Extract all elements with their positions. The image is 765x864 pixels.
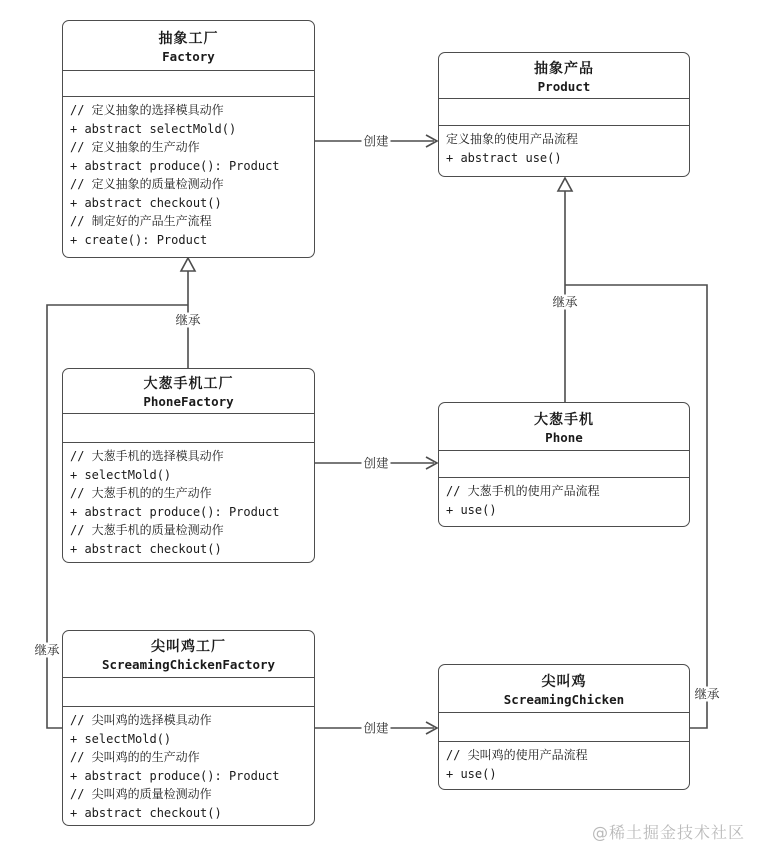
member-line: + abstract produce(): Product xyxy=(70,158,280,173)
class-box-phone xyxy=(438,402,690,527)
attributes-compartment xyxy=(439,450,689,478)
member-line: + abstract produce(): Product xyxy=(70,504,280,519)
member-line: + abstract checkout() xyxy=(70,541,222,556)
member-line: + abstract checkout() xyxy=(70,195,222,210)
methods-compartment xyxy=(63,443,314,562)
attributes-compartment xyxy=(63,413,314,443)
class-title-en: Product xyxy=(537,78,591,94)
class-title-cn: 抽象产品 xyxy=(534,60,594,77)
member-line: // 尖叫鸡的的生产动作 xyxy=(70,750,200,764)
class-title-en: ScreamingChicken xyxy=(503,691,625,707)
edge-label-inherit: 继承 xyxy=(175,312,201,328)
edge-label-inherit: 继承 xyxy=(34,642,60,658)
member-line: // 大葱手机的质量检测动作 xyxy=(70,523,224,537)
member-line: + create(): Product xyxy=(70,232,208,247)
edge-label-create: 创建 xyxy=(363,455,389,471)
class-title-cn: 大葱手机 xyxy=(534,411,594,428)
edge-label-create: 创建 xyxy=(363,720,389,736)
class-title-cn: 抽象工厂 xyxy=(158,30,219,47)
watermark: @稀土掘金技术社区 xyxy=(591,823,745,842)
class-header xyxy=(63,631,314,677)
methods-compartment xyxy=(63,97,314,257)
attributes-compartment xyxy=(63,70,314,97)
class-title-cn: 大葱手机工厂 xyxy=(143,376,234,392)
class-header xyxy=(439,665,689,712)
member-line: // 大葱手机的使用产品流程 xyxy=(446,484,600,498)
member-line: // 定义抽象的生产动作 xyxy=(70,140,200,154)
member-line: + abstract use() xyxy=(446,150,562,165)
class-title-cn: 尖叫鸡工厂 xyxy=(151,639,226,655)
class-box-product xyxy=(438,52,690,177)
member-line: // 制定好的产品生产流程 xyxy=(70,214,212,228)
class-title-en: Phone xyxy=(545,429,583,445)
member-line: // 尖叫鸡的选择模具动作 xyxy=(70,713,212,727)
edge-label-create: 创建 xyxy=(363,133,389,149)
member-line: 定义抽象的使用产品流程 xyxy=(446,132,579,146)
member-line: + abstract produce(): Product xyxy=(70,768,280,783)
edge-label-inherit: 继承 xyxy=(694,686,720,702)
methods-compartment xyxy=(439,478,689,526)
class-header xyxy=(439,53,689,98)
methods-compartment xyxy=(63,707,314,826)
class-title-en: PhoneFactory xyxy=(143,394,234,409)
member-line: + selectMold() xyxy=(70,731,172,746)
member-line: // 定义抽象的选择模具动作 xyxy=(70,103,224,117)
attributes-compartment xyxy=(63,677,314,707)
class-title-en: ScreamingChickenFactory xyxy=(101,657,276,672)
class-box-chickenfactory xyxy=(62,630,315,826)
attributes-compartment xyxy=(439,712,689,742)
class-box-chicken xyxy=(438,664,690,790)
member-line: + use() xyxy=(446,502,497,517)
member-line: // 定义抽象的质量检测动作 xyxy=(70,177,224,191)
attributes-compartment xyxy=(439,98,689,126)
member-line: // 尖叫鸡的质量检测动作 xyxy=(70,787,212,801)
member-line: // 大葱手机的选择模具动作 xyxy=(70,449,224,463)
member-line: + use() xyxy=(446,766,497,781)
class-header xyxy=(439,403,689,450)
methods-compartment xyxy=(439,742,689,789)
inherit-arrowhead-product xyxy=(558,178,572,191)
member-line: // 大葱手机的的生产动作 xyxy=(70,486,212,500)
inherit-arrowhead-factory xyxy=(181,258,195,271)
member-line: // 尖叫鸡的使用产品流程 xyxy=(446,748,588,762)
member-line: + selectMold() xyxy=(70,467,172,482)
edge-label-inherit: 继承 xyxy=(552,294,578,310)
member-line: + abstract checkout() xyxy=(70,805,222,820)
class-box-phonefactory xyxy=(62,368,315,563)
class-header xyxy=(63,21,314,70)
class-box-factory xyxy=(62,20,315,258)
methods-compartment xyxy=(439,126,689,176)
member-line: + abstract selectMold() xyxy=(70,121,237,136)
class-title-en: Factory xyxy=(162,48,215,64)
class-header xyxy=(63,369,314,413)
class-title-cn: 尖叫鸡 xyxy=(541,673,587,690)
